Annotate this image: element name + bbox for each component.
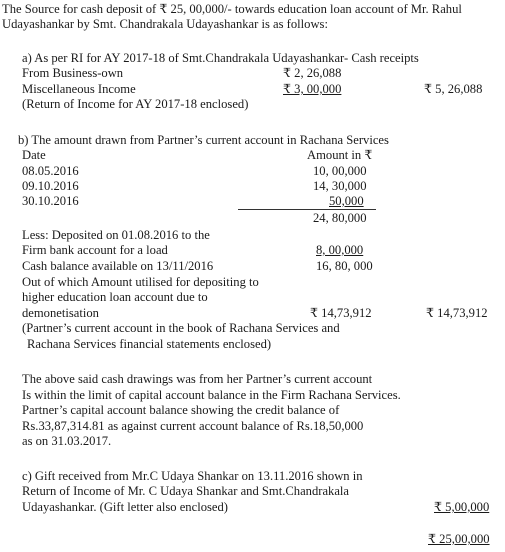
section-a-row1-value: ₹ 2, 26,088 <box>283 66 342 80</box>
subtotal-rule <box>238 209 376 210</box>
less-deposit-line-2: Firm bank account for a load <box>22 243 168 257</box>
utilised-total: ₹ 14,73,912 <box>426 306 488 320</box>
less-deposit-value: 8, 00,000 <box>316 243 364 257</box>
column-header-amount: Amount in ₹ <box>307 148 373 162</box>
section-c-line-3: Udayashankar. (Gift letter also enclosed) <box>22 500 228 514</box>
table-row-date: 08.05.2016 <box>22 164 79 178</box>
paragraph-line-1: The above said cash drawings was from her Partner’s current account <box>22 372 373 386</box>
section-c-line-2: Return of Income of Mr. C Udaya Shankar and Smt.Chandrakala <box>22 484 350 498</box>
section-a-row2-label: Miscellaneous Income <box>22 82 136 96</box>
utilised-line-3: demonetisation <box>22 306 99 320</box>
subtotal-value: 24, 80,000 <box>313 211 367 225</box>
section-a-heading: a) As per RI for AY 2017-18 of Smt.Chandrakala Udayashankar- Cash receipts <box>22 51 419 65</box>
utilised-value: ₹ 14,73,912 <box>310 306 372 320</box>
utilised-line-1: Out of which Amount utilised for depositing to <box>22 275 259 289</box>
table-row-date: 09.10.2016 <box>22 179 79 193</box>
cash-balance-value: 16, 80, 000 <box>316 259 373 273</box>
section-b-note-line-1: (Partner’s current account in the book of Rachana Services and <box>22 321 340 335</box>
paragraph-line-2: Is within the limit of capital account balance in the Firm Rachana Services. <box>22 388 401 402</box>
grand-total: ₹ 25,00,000 <box>428 532 490 546</box>
section-a-row2-value: ₹ 3, 00,000 <box>283 82 342 96</box>
less-deposit-line-1: Less: Deposited on 01.08.2016 to the <box>22 228 210 242</box>
paragraph-line-3: Partner’s capital account balance showing the credit balance of <box>22 403 340 417</box>
intro-line-2: Udayashankar by Smt. Chandrakala Udayashankar is as follows: <box>2 17 328 31</box>
paragraph-line-4: Rs.33,87,314.81 as against current account balance of Rs.18,50,000 <box>22 419 364 433</box>
section-a-row1-label: From Business-own <box>22 66 124 80</box>
cash-balance-label: Cash balance available on 13/11/2016 <box>22 259 214 273</box>
utilised-line-2: higher education loan account due to <box>22 290 208 304</box>
table-row-amount: 10, 00,000 <box>313 164 367 178</box>
section-c-line-1: c) Gift received from Mr.C Udaya Shankar on 13.11.2016 shown in <box>22 469 363 483</box>
column-header-date: Date <box>22 148 46 162</box>
table-row-amount: 50,000 <box>329 194 364 208</box>
paragraph-line-5: as on 31.03.2017. <box>22 434 112 448</box>
intro-line-1: The Source for cash deposit of ₹ 25, 00,000/- towards education loan account of Mr. Rahul <box>2 2 462 16</box>
section-c-value: ₹ 5,00,000 <box>434 500 490 514</box>
section-a-total: ₹ 5, 26,088 <box>424 82 483 96</box>
section-a-note: (Return of Income for AY 2017-18 enclosed) <box>22 97 249 111</box>
table-row-amount: 14, 30,000 <box>313 179 367 193</box>
section-b-heading: b) The amount drawn from Partner’s current account in Rachana Services <box>18 133 389 147</box>
section-b-note-line-2: Rachana Services financial statements enclosed) <box>27 337 272 351</box>
table-row-date: 30.10.2016 <box>22 194 79 208</box>
